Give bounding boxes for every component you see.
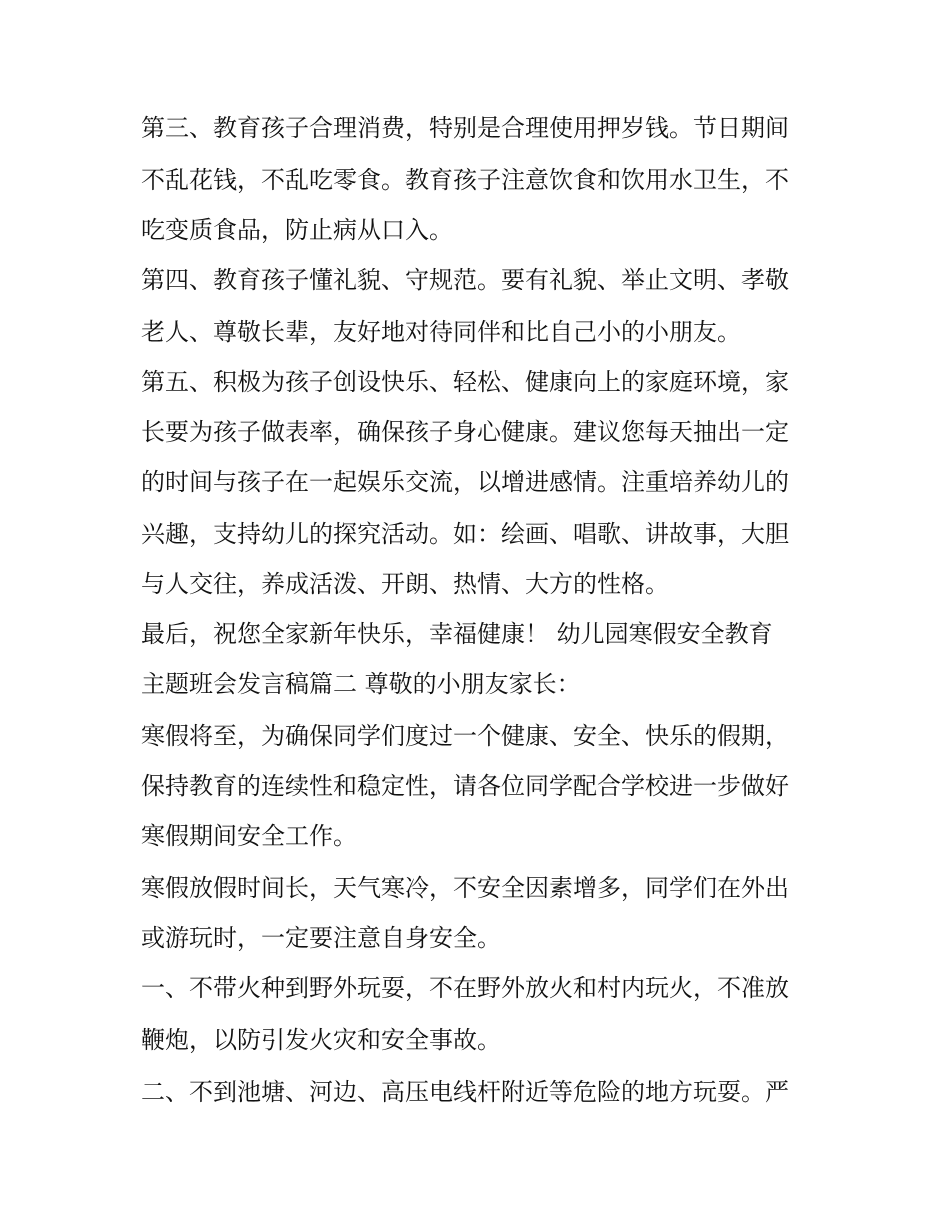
- text-line: 第四、教育孩子懂礼貌、守规范。要有礼貌、举止文明、孝敬: [141, 266, 789, 294]
- text-line: 保持教育的连续性和稳定性，请各位同学配合学校进一步做好: [141, 772, 789, 800]
- text-line: 老人、尊敬长辈，友好地对待同伴和比自己小的小朋友。: [141, 318, 741, 346]
- text-line: 与人交往，养成活泼、开朗、热情、大方的性格。: [141, 570, 669, 598]
- text-line: 二、不到池塘、河边、高压电线杆附近等危险的地方玩耍。严: [141, 1078, 789, 1106]
- text-line: 一、不带火种到野外玩耍，不在野外放火和村内玩火，不准放: [141, 974, 789, 1002]
- text-line: 鞭炮，以防引发火灾和安全事故。: [141, 1026, 501, 1054]
- text-line: 吃变质食品，防止病从口入。: [141, 216, 453, 244]
- text-line: 长要为孩子做表率，确保孩子身心健康。建议您每天抽出一定: [141, 418, 789, 446]
- text-line: 或游玩时，一定要注意自身安全。: [141, 924, 501, 952]
- text-line: 最后，祝您全家新年快乐，幸福健康！ 幼儿园寒假安全教育: [141, 620, 773, 648]
- text-line: 不乱花钱，不乱吃零食。教育孩子注意饮食和饮用水卫生，不: [141, 166, 789, 194]
- text-line: 主题班会发言稿篇二 尊敬的小朋友家长：: [141, 670, 581, 698]
- text-line: 第五、积极为孩子创设快乐、轻松、健康向上的家庭环境，家: [141, 368, 789, 396]
- text-line: 的时间与孩子在一起娱乐交流，以增进感情。注重培养幼儿的: [141, 468, 789, 496]
- text-line: 第三、教育孩子合理消费，特别是合理使用押岁钱。节日期间: [141, 114, 789, 142]
- text-line: 寒假将至，为确保同学们度过一个健康、安全、快乐的假期，: [141, 722, 789, 750]
- text-line: 寒假放假时间长，天气寒冷，不安全因素增多，同学们在外出: [141, 874, 789, 902]
- text-line: 寒假期间安全工作。: [141, 822, 357, 850]
- text-line: 兴趣，支持幼儿的探究活动。如：绘画、唱歌、讲故事，大胆: [141, 520, 789, 548]
